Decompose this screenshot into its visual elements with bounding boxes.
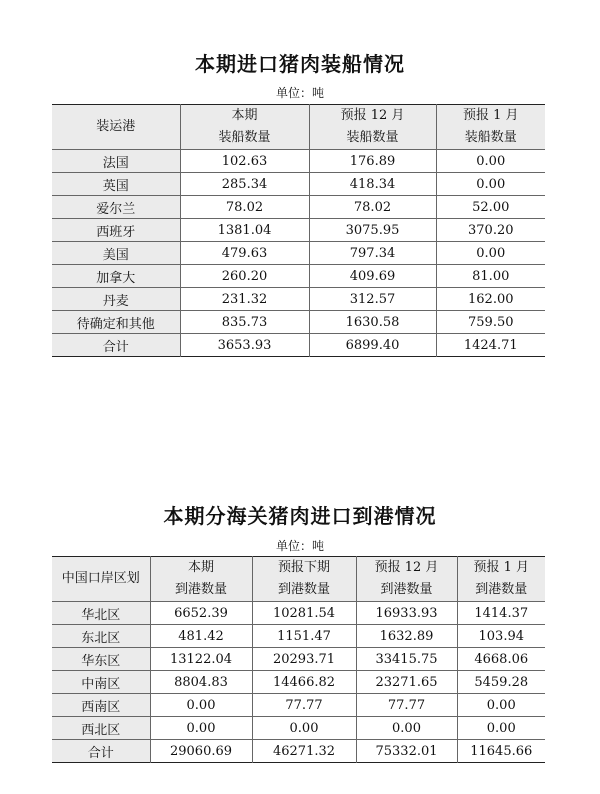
row-label-cell: 法国	[52, 150, 180, 173]
shipment-table-title: 本期进口猪肉装船情况	[195, 52, 405, 76]
value-cell: 10281.54	[252, 602, 356, 625]
value-cell: 77.77	[252, 694, 356, 717]
value-cell: 0.00	[356, 717, 457, 740]
value-cell: 81.00	[436, 265, 545, 288]
table-row	[52, 671, 545, 694]
value-cell: 6652.39	[150, 602, 252, 625]
row-label-cell: 中南区	[52, 671, 150, 694]
table-row	[52, 625, 545, 648]
table-row	[52, 173, 545, 196]
value-cell: 409.69	[309, 265, 436, 288]
table-row	[52, 694, 545, 717]
arrival-table-title: 本期分海关猪肉进口到港情况	[163, 504, 437, 528]
row-label-cell: 美国	[52, 242, 180, 265]
row-label-cell: 丹麦	[52, 288, 180, 311]
value-cell: 5459.28	[457, 671, 545, 694]
value-cell: 0.00	[436, 173, 545, 196]
value-cell: 312.57	[309, 288, 436, 311]
row-label-cell: 西北区	[52, 717, 150, 740]
value-cell: 231.32	[180, 288, 309, 311]
row-label-cell: 华东区	[52, 648, 150, 671]
value-cell: 1630.58	[309, 311, 436, 334]
table-row	[52, 150, 545, 173]
value-cell: 481.42	[150, 625, 252, 648]
value-cell: 759.50	[436, 311, 545, 334]
table-header-row	[52, 557, 545, 602]
row-label-cell: 华北区	[52, 602, 150, 625]
value-cell: 4668.06	[457, 648, 545, 671]
shipment-table-unit: 单位：吨	[275, 86, 324, 100]
value-cell: 78.02	[180, 196, 309, 219]
table-row	[52, 311, 545, 334]
column-header-forecast-jan-shipment: 预报 1 月 装船数量	[436, 105, 545, 150]
column-header-region: 中国口岸区划	[52, 557, 150, 602]
value-cell: 1424.71	[436, 334, 545, 357]
column-header-port: 装运港	[52, 105, 180, 150]
value-cell: 23271.65	[356, 671, 457, 694]
value-cell: 835.73	[180, 311, 309, 334]
value-cell: 370.20	[436, 219, 545, 242]
value-cell: 102.63	[180, 150, 309, 173]
value-cell: 797.34	[309, 242, 436, 265]
row-label-cell: 西南区	[52, 694, 150, 717]
table-row	[52, 265, 545, 288]
value-cell: 0.00	[436, 150, 545, 173]
value-cell: 1381.04	[180, 219, 309, 242]
value-cell: 20293.71	[252, 648, 356, 671]
value-cell: 418.34	[309, 173, 436, 196]
value-cell: 176.89	[309, 150, 436, 173]
value-cell: 13122.04	[150, 648, 252, 671]
table-row	[52, 648, 545, 671]
column-header-current-shipment: 本期 装船数量	[180, 105, 309, 150]
value-cell: 75332.01	[356, 740, 457, 763]
table-row	[52, 334, 545, 357]
value-cell: 0.00	[252, 717, 356, 740]
value-cell: 479.63	[180, 242, 309, 265]
row-label-cell: 合计	[52, 334, 180, 357]
shipment-table	[52, 104, 545, 357]
value-cell: 1414.37	[457, 602, 545, 625]
value-cell: 46271.32	[252, 740, 356, 763]
value-cell: 33415.75	[356, 648, 457, 671]
value-cell: 260.20	[180, 265, 309, 288]
value-cell: 285.34	[180, 173, 309, 196]
value-cell: 0.00	[436, 242, 545, 265]
table-row	[52, 219, 545, 242]
row-label-cell: 加拿大	[52, 265, 180, 288]
table-row	[52, 242, 545, 265]
value-cell: 3075.95	[309, 219, 436, 242]
value-cell: 77.77	[356, 694, 457, 717]
table-row	[52, 717, 545, 740]
value-cell: 162.00	[436, 288, 545, 311]
row-label-cell: 待确定和其他	[52, 311, 180, 334]
table-row	[52, 602, 545, 625]
value-cell: 16933.93	[356, 602, 457, 625]
value-cell: 1151.47	[252, 625, 356, 648]
table-row	[52, 196, 545, 219]
value-cell: 11645.66	[457, 740, 545, 763]
row-label-cell: 东北区	[52, 625, 150, 648]
row-label-cell: 英国	[52, 173, 180, 196]
value-cell: 29060.69	[150, 740, 252, 763]
value-cell: 1632.89	[356, 625, 457, 648]
table-row	[52, 740, 545, 763]
row-label-cell: 合计	[52, 740, 150, 763]
value-cell: 0.00	[150, 694, 252, 717]
column-header-forecast-dec-shipment: 预报 12 月 装船数量	[309, 105, 436, 150]
value-cell: 3653.93	[180, 334, 309, 357]
row-label-cell: 西班牙	[52, 219, 180, 242]
column-header-forecast-next-arrival: 预报下期 到港数量	[252, 557, 356, 602]
column-header-forecast-jan-arrival: 预报 1 月 到港数量	[457, 557, 545, 602]
column-header-forecast-dec-arrival: 预报 12 月 到港数量	[356, 557, 457, 602]
value-cell: 0.00	[457, 717, 545, 740]
column-header-current-arrival: 本期 到港数量	[150, 557, 252, 602]
arrival-table	[52, 556, 545, 763]
row-label-cell: 爱尔兰	[52, 196, 180, 219]
table-row	[52, 288, 545, 311]
value-cell: 52.00	[436, 196, 545, 219]
table-header-row	[52, 105, 545, 150]
arrival-table-unit: 单位：吨	[275, 539, 324, 553]
value-cell: 0.00	[150, 717, 252, 740]
value-cell: 6899.40	[309, 334, 436, 357]
value-cell: 0.00	[457, 694, 545, 717]
value-cell: 78.02	[309, 196, 436, 219]
value-cell: 8804.83	[150, 671, 252, 694]
value-cell: 14466.82	[252, 671, 356, 694]
value-cell: 103.94	[457, 625, 545, 648]
